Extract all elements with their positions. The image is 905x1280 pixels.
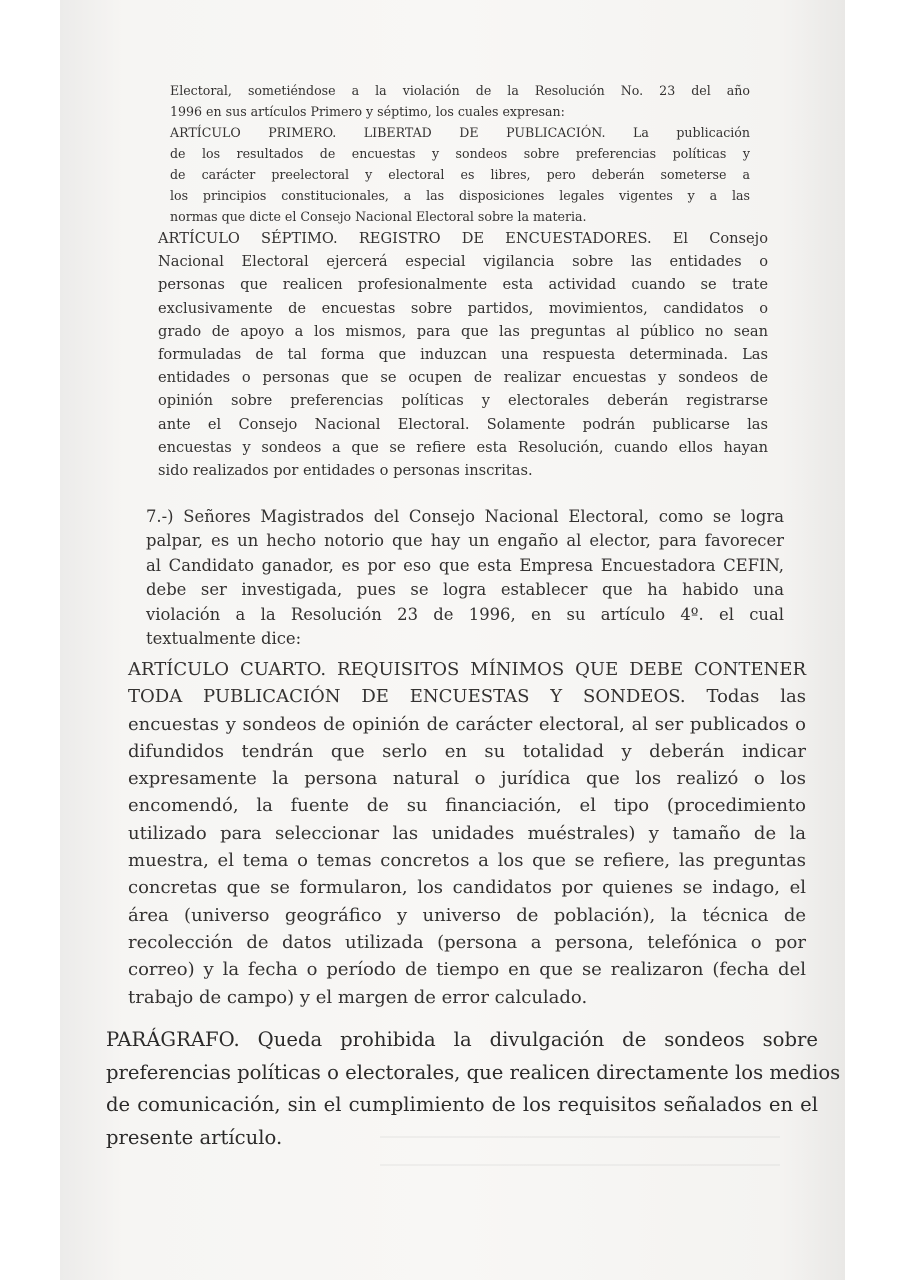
text-line: textualmente dice: xyxy=(146,629,302,649)
text-line: Nacional Electoral ejercerá especial vigilancia sobre las entidades o xyxy=(158,253,768,271)
text-line: sido realizados por entidades o personas inscritas. xyxy=(158,462,533,480)
text-line: ARTÍCULO SÉPTIMO. REGISTRO DE ENCUESTADORES. El Consejo xyxy=(158,230,768,247)
text-line: violación a la Resolución 23 de 1996, en su artículo 4º. el cual xyxy=(146,604,784,624)
text-line: normas que dicte el Consejo Nacional Electoral sobre la materia. xyxy=(170,209,587,224)
paragraph-seven-block xyxy=(146,505,784,651)
text-line: preferencias políticas o electorales, que realicen directamente los medios xyxy=(106,1060,841,1084)
text-line: presente artículo. xyxy=(106,1125,283,1149)
text-line: 1996 en sus artículos Primero y séptimo, los cuales expresan: xyxy=(170,104,565,119)
text-line: concretas que se formularon, los candidatos por quienes se indago, el xyxy=(128,877,806,899)
article-seventh-block xyxy=(158,227,768,482)
text-line: ARTÍCULO CUARTO. REQUISITOS MÍNIMOS QUE DEBE CONTENER xyxy=(128,659,806,680)
text-line: encomendó, la fuente de su financiación, el tipo (procedimiento xyxy=(128,795,806,817)
document-page xyxy=(60,0,845,1280)
text-line: difundidos tendrán que serlo en su totalidad y deberán indicar xyxy=(128,740,806,762)
text-line: ARTÍCULO PRIMERO. LIBERTAD DE PUBLICACIÓN. La publicación xyxy=(170,125,750,140)
text-line: área (universo geográfico y universo de población), la técnica de xyxy=(128,904,806,926)
text-line: TODA PUBLICACIÓN DE ENCUESTAS Y SONDEOS. Todas las xyxy=(128,686,806,708)
text-line: opinión sobre preferencias políticas y electorales deberán registrarse xyxy=(158,392,768,410)
text-line: personas que realicen profesionalmente esta actividad cuando se trate xyxy=(158,276,768,294)
text-line: debe ser investigada, pues se logra establecer que ha habido una xyxy=(146,580,784,600)
text-line: PARÁGRAFO. Queda prohibida la divulgación de sondeos sobre xyxy=(106,1028,818,1051)
text-line: encuestas y sondeos a que se refiere esta Resolución, cuando ellos hayan xyxy=(158,438,768,456)
text-line: expresamente la persona natural o jurídica que los realizó o los xyxy=(128,768,806,790)
text-line: palpar, es un hecho notorio que hay un engaño al elector, para favorecer xyxy=(146,531,784,551)
bleed-through-shadow xyxy=(380,1118,780,1178)
text-line: ante el Consejo Nacional Electoral. Solamente podrán publicarse las xyxy=(158,415,768,433)
text-line: entidades o personas que se ocupen de realizar encuestas y sondeos de xyxy=(158,369,768,387)
text-line: encuestas y sondeos de opinión de carácter electoral, al ser publicados o xyxy=(128,713,806,735)
text-line: de carácter preelectoral y electoral es libres, pero deberán someterse a xyxy=(170,167,750,182)
resolution-intro-block xyxy=(170,80,750,227)
text-line: de comunicación, sin el cumplimiento de los requisitos señalados en el xyxy=(106,1093,818,1116)
text-line: los principios constitucionales, a las disposiciones legales vigentes y a las xyxy=(170,188,750,203)
text-line: correo) y la fecha o período de tiempo en que se realizaron (fecha del xyxy=(128,959,806,981)
text-line: 7.-) Señores Magistrados del Consejo Nacional Electoral, como se logra xyxy=(146,507,784,526)
text-line: utilizado para seleccionar las unidades muéstrales) y tamaño de la xyxy=(128,822,806,844)
text-line: exclusivamente de encuestas sobre partidos, movimientos, candidatos o xyxy=(158,299,768,317)
text-line: trabajo de campo) y el margen de error calculado. xyxy=(128,986,588,1008)
text-line: formuladas de tal forma que induzcan una respuesta determinada. Las xyxy=(158,346,768,364)
text-line: recolección de datos utilizada (persona a persona, telefónica o por xyxy=(128,931,806,953)
text-line: al Candidato ganador, es por eso que esta Empresa Encuestadora CEFIN, xyxy=(146,555,784,575)
text-line: de los resultados de encuestas y sondeos sobre preferencias políticas y xyxy=(170,146,750,161)
article-fourth-block xyxy=(128,656,806,1011)
text-line: Electoral, sometiéndose a la violación de la Resolución No. 23 del año xyxy=(170,83,750,98)
text-line: grado de apoyo a los mismos, para que las preguntas al público no sean xyxy=(158,322,768,340)
text-line: muestra, el tema o temas concretos a los que se refiere, las preguntas xyxy=(128,850,806,872)
